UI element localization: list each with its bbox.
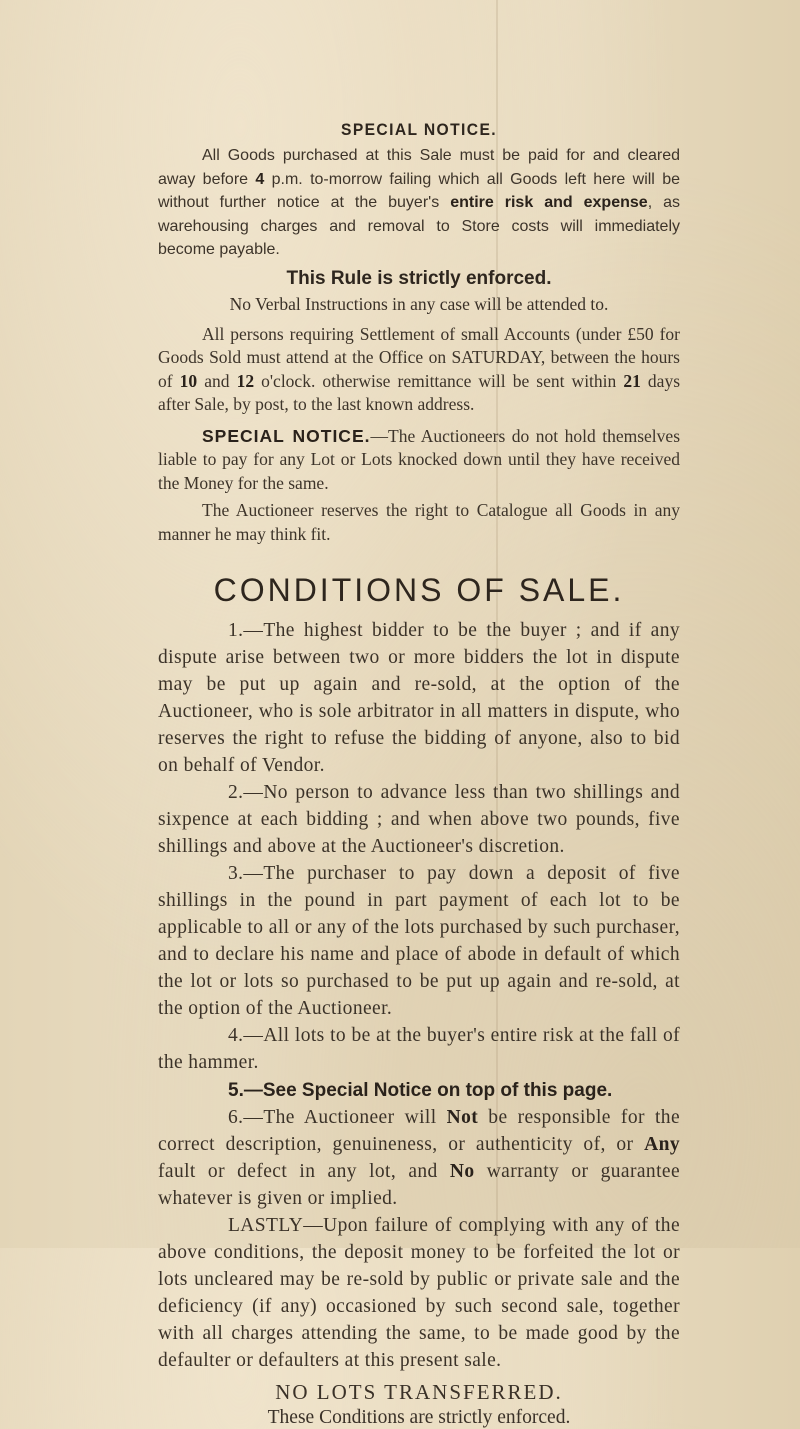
second-special-notice <box>158 425 680 496</box>
condition-1: 1.—The highest bidder to be the buyer ; and if any dispute arise between two or more bidders the lot in dispute may be put up again and re-sold, at the option of the Auctioneer, who is sole arbitrator in all matters in dispute, who reserves the right to refuse the bidding of anyone, also to bid on behalf of Vendor. <box>158 620 680 776</box>
goods-clearance-paragraph <box>158 144 680 262</box>
condition-5: 5.—See Special Notice on top of this page. <box>228 1080 613 1101</box>
settlement-hour-end: 12 <box>236 370 255 391</box>
entire-risk-emphasis: entire risk and expense <box>450 194 648 211</box>
settlement-hour-start: 10 <box>179 370 198 391</box>
condition-6-no: No <box>449 1161 475 1182</box>
second-notice-text: —The Auctioneers do not hold themselves liable to pay for any Lot or Lots knocked down until they have received the Money for the same. <box>158 425 681 493</box>
condition-4: 4.—All lots to be at the buyer's entire risk at the fall of the hammer. <box>158 1025 680 1073</box>
settlement-text-1: All persons requiring Settlement of small Accounts (under £50 for Goods Sold must attend at the Office on SATURDAY, between the hours of <box>158 323 680 391</box>
rule-enforced-line: This Rule is strictly enforced. <box>286 267 552 289</box>
condition-6 <box>158 1104 680 1212</box>
no-lots-transferred-heading: NO LOTS TRANSFERRED. <box>275 1380 563 1404</box>
conditions-enforced-line: These Conditions are strictly enforced. <box>267 1407 571 1428</box>
condition-lastly: LASTLY—Upon failure of complying with any of the above conditions, the deposit money to be forfeited the lot or lots uncleared may be re-sold by public or private sale and the deficiency (if any) occasioned by such second sale, together with all charges attending the same, to be made good by the defaulter or defaulters at this present sale. <box>158 1215 680 1371</box>
condition-6-text-1: 6.—The Auctioneer will <box>228 1107 447 1128</box>
condition-6-text-2: be responsible for the correct description, genuineness, or authenticity of, or <box>158 1107 680 1155</box>
conditions-of-sale-title: CONDITIONS OF SALE. <box>213 572 625 608</box>
condition-6-text-3: fault or defect in any lot, and <box>158 1161 450 1182</box>
verbal-instructions-line: No Verbal Instructions in any case will be attended to. <box>229 293 609 314</box>
settlement-text-2: o'clock. otherwise remittance will be sent within <box>254 370 624 391</box>
settlement-text-3: days after Sale, by post, to the last known address. <box>158 370 681 414</box>
clearance-text-1: All Goods purchased at this Sale must be paid for and cleared away before <box>158 147 680 188</box>
clearance-text-3: , as warehousing charges and removal to Store costs will immediately become payable. <box>158 194 681 258</box>
clearance-time: 4 <box>255 170 265 188</box>
clearance-text-2: p.m. to-morrow failing which all Goods left here will be without further notice at the buyer's <box>158 170 680 211</box>
catalogue-paragraph: The Auctioneer reserves the right to Catalogue all Goods in any manner he may think fit. <box>158 500 680 544</box>
condition-2: 2.—No person to advance less than two shillings and sixpence at each bidding ; and when above two pounds, five shillings and above at the Auctioneer's discretion. <box>158 782 680 857</box>
settlement-days: 21 <box>623 370 641 391</box>
settlement-paragraph <box>158 323 680 417</box>
condition-6-not: Not <box>446 1107 479 1128</box>
condition-6-text-4: warranty or guarantee whatever is given or implied. <box>158 1161 681 1209</box>
auction-conditions-page <box>158 120 680 1429</box>
condition-3: 3.—The purchaser to pay down a deposit of five shillings in the pound in part payment of each lot to be applicable to all or any of the lots purchased by such purchaser, and to declare his name and place of abode in default of which the lot or lots so purchased to be put up again and re-sold, at the option of the Auctioneer. <box>158 863 680 1019</box>
second-notice-label: SPECIAL NOTICE. <box>202 425 371 446</box>
special-notice-title: SPECIAL NOTICE. <box>341 120 497 139</box>
settlement-text-and: and <box>197 370 237 391</box>
condition-6-any: Any <box>644 1134 680 1155</box>
